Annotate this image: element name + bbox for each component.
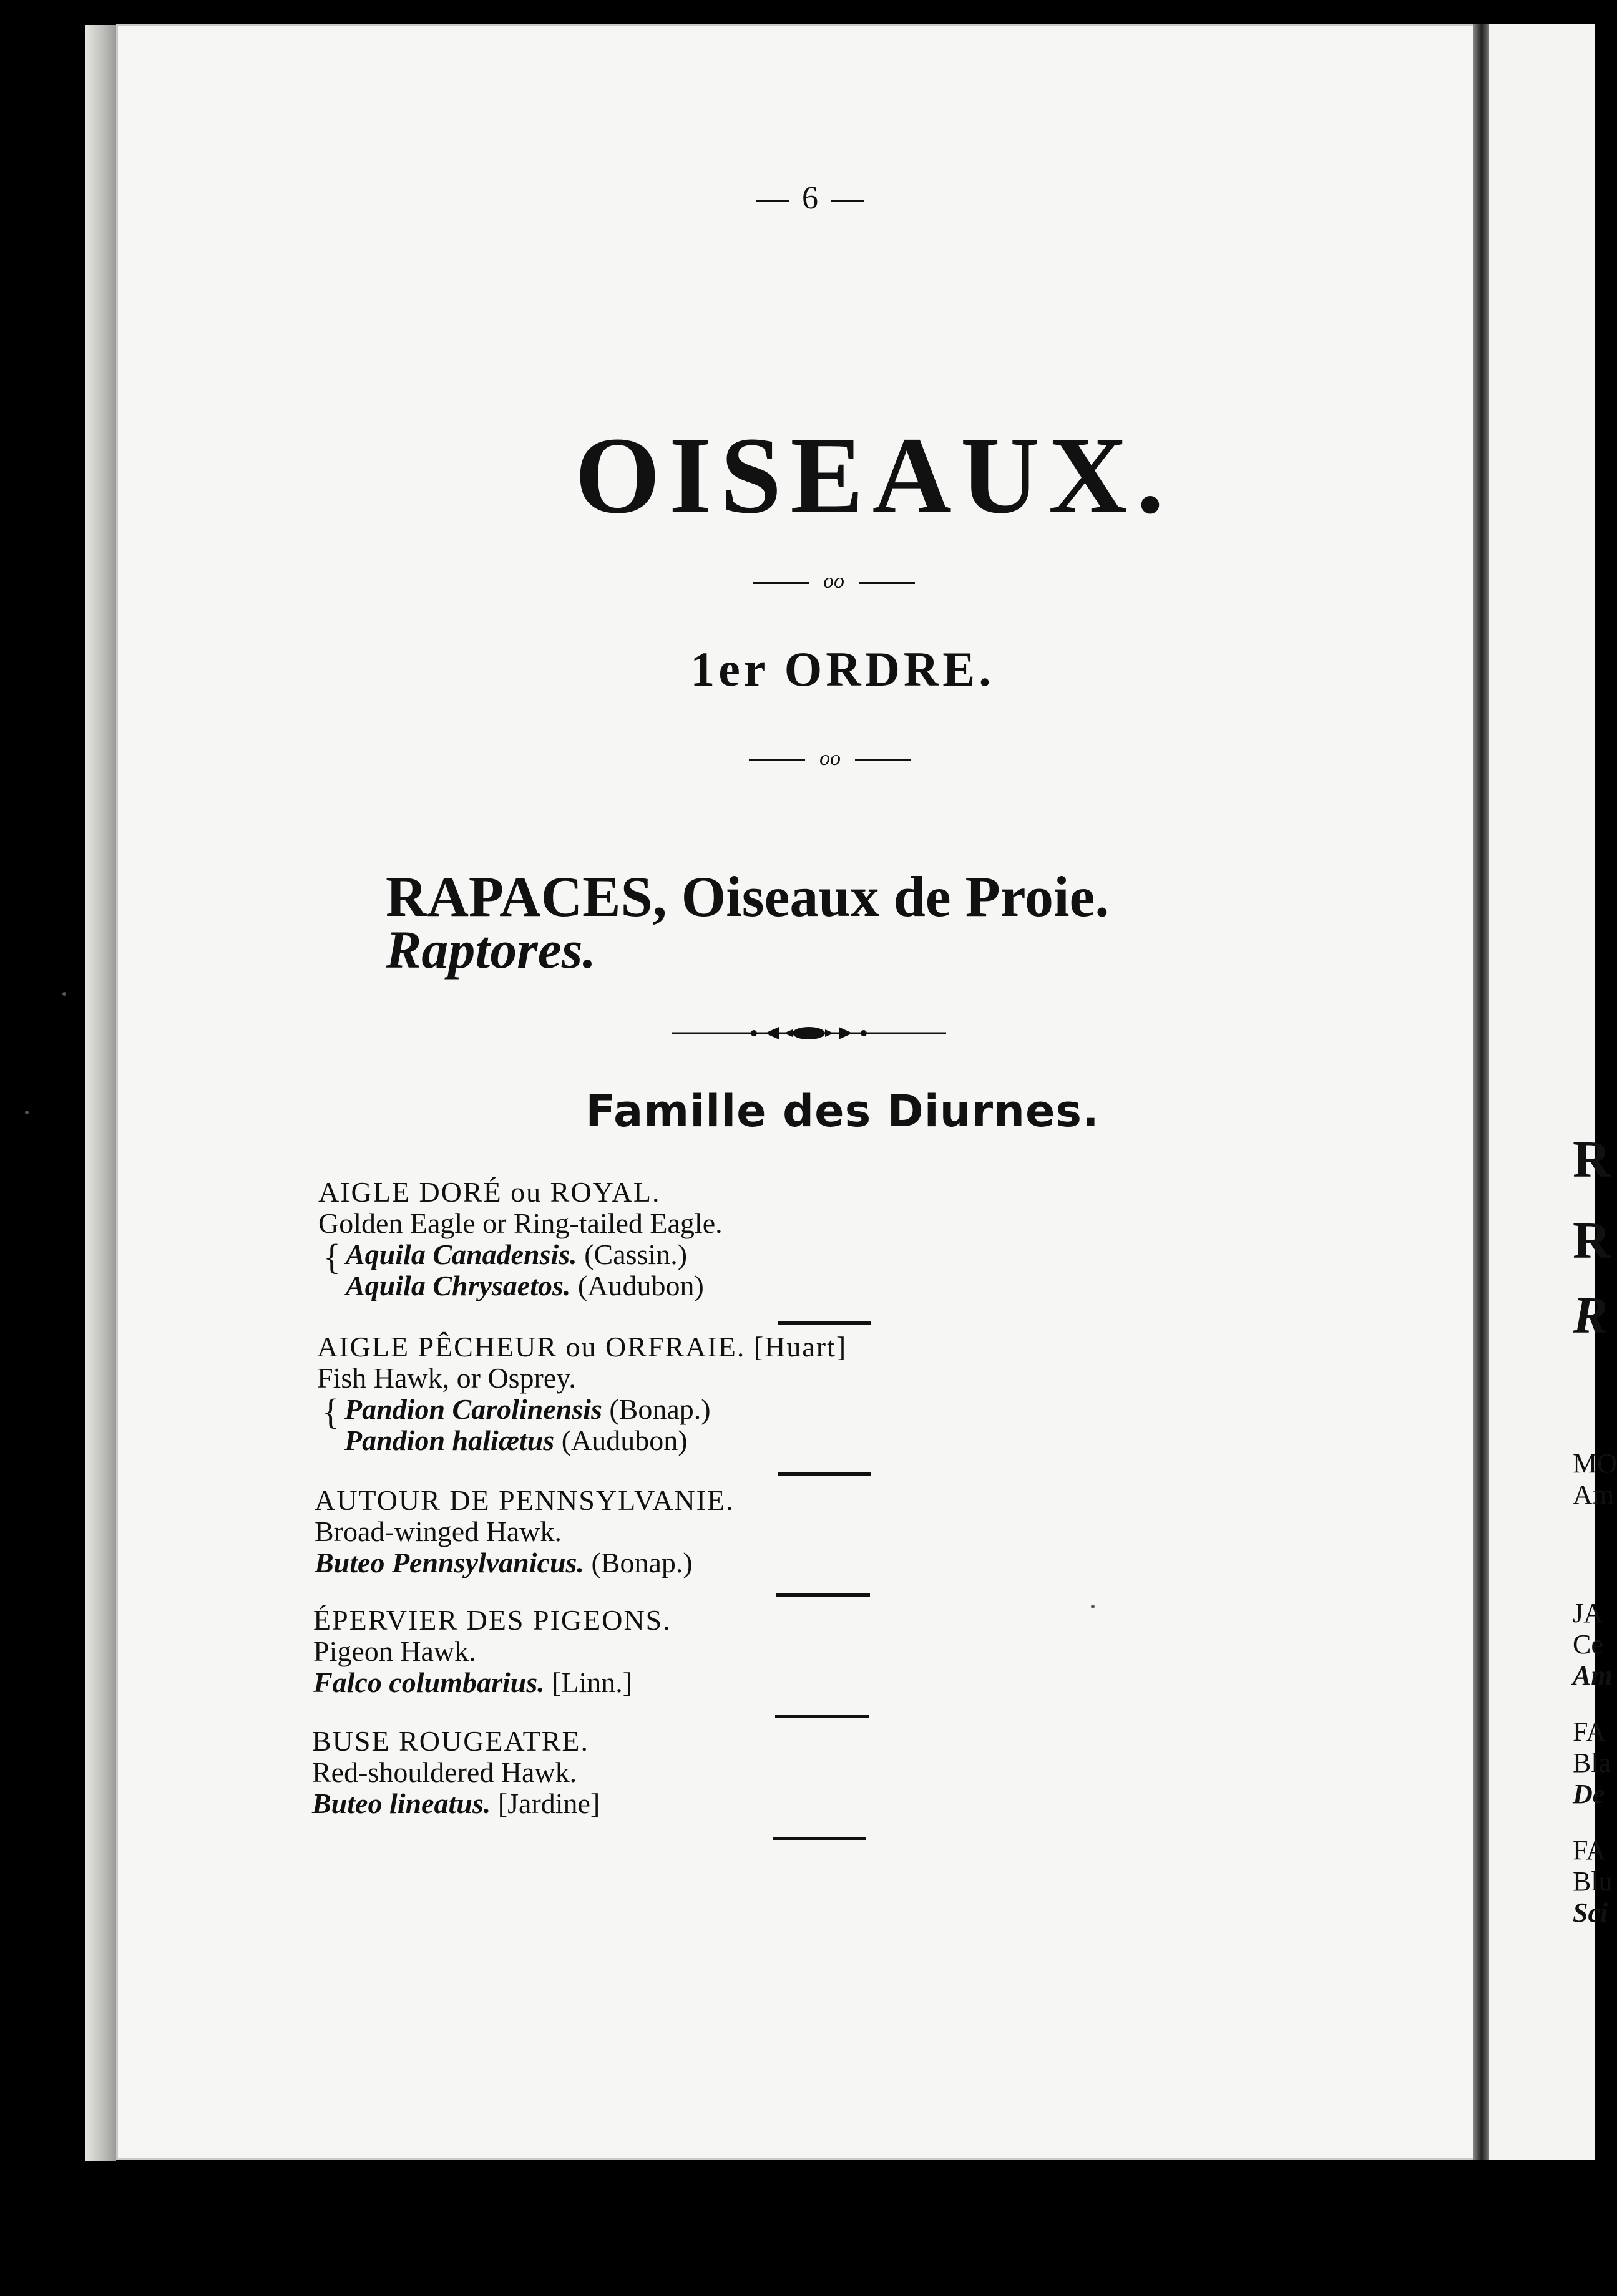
entry-divider xyxy=(778,1472,871,1476)
facing-page-fragment: JA xyxy=(1573,1598,1603,1628)
latin-synonym xyxy=(318,1237,723,1277)
latin-synonym xyxy=(317,1425,847,1456)
latin-name: Buteo lineatus. xyxy=(312,1788,491,1819)
entry-divider xyxy=(775,1715,869,1718)
latin-synonym xyxy=(317,1391,847,1432)
page-left-edge xyxy=(85,25,116,2161)
species-entry xyxy=(313,1605,672,1698)
order-latin-name: Raptores. xyxy=(386,920,596,980)
authority: [Linn.] xyxy=(552,1666,633,1698)
species-entry xyxy=(318,1177,723,1301)
english-name: Red-shouldered Hawk. xyxy=(312,1756,577,1788)
facing-page-fragment: FA xyxy=(1573,1835,1606,1865)
brace-glyph: { xyxy=(322,1391,340,1432)
latin-synonym xyxy=(315,1547,735,1578)
french-name: AIGLE DORÉ ou ROYAL. xyxy=(318,1176,661,1208)
entry-divider xyxy=(778,1321,871,1325)
facing-page-fragment: Am xyxy=(1573,1660,1613,1691)
latin-synonym xyxy=(318,1270,723,1301)
latin-synonym xyxy=(313,1667,672,1698)
entry-divider xyxy=(773,1837,866,1840)
scan-speck xyxy=(62,992,66,996)
facing-page-fragment: R xyxy=(1573,1212,1611,1270)
latin-name: Pandion haliætus xyxy=(344,1424,555,1456)
latin-synonym xyxy=(312,1788,600,1819)
entry-divider xyxy=(776,1593,870,1597)
facing-page-fragment: Sci xyxy=(1573,1897,1608,1928)
french-name: BUSE ROUGEATRE. xyxy=(312,1725,590,1757)
authority: [Jardine] xyxy=(497,1788,600,1819)
english-name: Fish Hawk, or Osprey. xyxy=(317,1362,576,1394)
scan-speck xyxy=(1091,1605,1095,1608)
facing-page-fragment: FA xyxy=(1573,1716,1606,1747)
authority: (Audubon) xyxy=(561,1424,688,1456)
species-entry xyxy=(312,1726,600,1819)
species-entry xyxy=(317,1331,847,1456)
authority: (Bonap.) xyxy=(591,1547,693,1578)
brace-glyph: { xyxy=(323,1237,341,1277)
english-name: Broad-winged Hawk. xyxy=(315,1515,562,1547)
latin-name: Aquila Canadensis. xyxy=(346,1238,577,1270)
ornament-rule-middle: oo xyxy=(749,746,911,771)
latin-name: Aquila Chrysaetos. xyxy=(346,1270,571,1301)
facing-page-fragment: R xyxy=(1573,1131,1611,1189)
page-title: OISEAUX. xyxy=(575,415,1173,537)
facing-page-fragment: Blu xyxy=(1573,1866,1613,1897)
french-name: AIGLE PÊCHEUR ou ORFRAIE. [Huart] xyxy=(317,1331,848,1363)
book-gutter xyxy=(1473,24,1489,2160)
order-heading: 1er ORDRE. xyxy=(690,642,995,696)
facing-page-fragment: Am xyxy=(1573,1479,1614,1510)
page-number: — 6 — xyxy=(756,180,866,216)
order-name: RAPACES, Oiseaux de Proie. xyxy=(386,865,1110,928)
scan-speck xyxy=(25,1111,29,1114)
authority: (Bonap.) xyxy=(609,1393,711,1425)
authority: (Cassin.) xyxy=(584,1238,688,1270)
facing-page-fragment: De xyxy=(1573,1779,1605,1809)
latin-name: Falco columbarius. xyxy=(313,1666,545,1698)
english-name: Pigeon Hawk. xyxy=(313,1635,476,1667)
facing-page-fragment: Bla xyxy=(1573,1748,1611,1778)
family-heading: Famille des Diurnes. xyxy=(585,1086,1100,1137)
facing-page-fragment: Ce xyxy=(1573,1629,1603,1660)
facing-page-fragment: R xyxy=(1573,1287,1608,1345)
species-entry xyxy=(315,1485,735,1578)
latin-name: Pandion Carolinensis xyxy=(344,1393,602,1425)
fleuron-ornament xyxy=(672,1014,946,1052)
french-name: AUTOUR DE PENNSYLVANIE. xyxy=(315,1484,735,1516)
english-name: Golden Eagle or Ring-tailed Eagle. xyxy=(318,1207,723,1239)
french-name: ÉPERVIER DES PIGEONS. xyxy=(313,1604,672,1636)
facing-page-fragment: MO xyxy=(1573,1448,1617,1479)
authority: (Audubon) xyxy=(577,1270,704,1301)
latin-name: Buteo Pennsylvanicus. xyxy=(315,1547,584,1578)
ornament-rule-top: oo xyxy=(753,569,915,594)
